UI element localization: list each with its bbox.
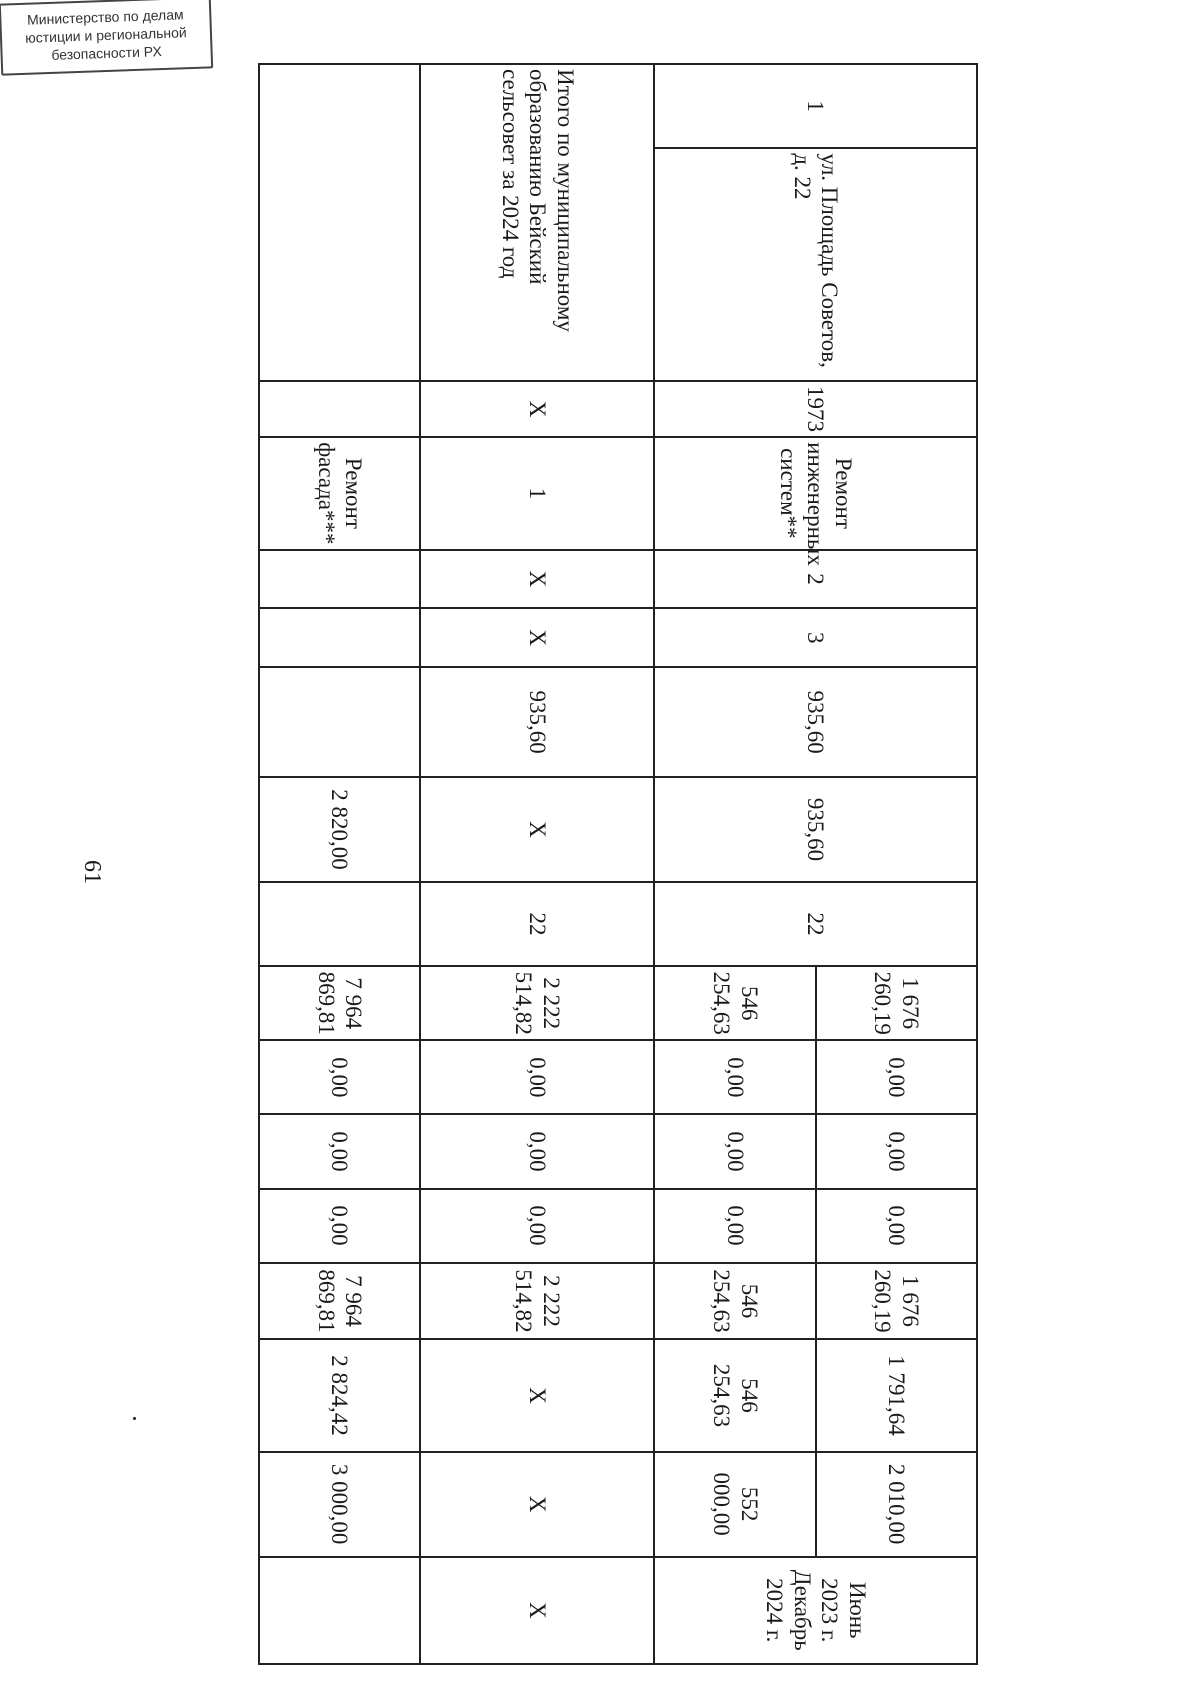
stamp-line-2: юстиции и региональной — [24, 24, 187, 46]
cell-total-units: 22 — [420, 882, 654, 966]
period-end: Декабрь 2024 г. — [762, 1569, 815, 1651]
cell-index: 1 — [654, 64, 977, 148]
cell-work-type: Ремонт инженерных систем** — [654, 437, 977, 549]
table-row-facade — [259, 64, 420, 1664]
repair-program-table — [258, 63, 978, 1665]
cell-total-sub: 546 254,63 — [654, 966, 815, 1040]
cell-zero-1: 0,00 — [816, 1040, 977, 1114]
cell-unit-cost-sub: 546 254,63 — [654, 1339, 815, 1451]
cell-total-zero-3: 0,00 — [420, 1189, 654, 1263]
cell-fund-sub: 546 254,63 — [654, 1263, 815, 1340]
cell-col-2: 2 — [654, 550, 977, 609]
cell-facade-area-b: 2 820,00 — [259, 777, 420, 882]
cell-facade-col-2 — [259, 550, 420, 609]
cell-facade-zero-1: 0,00 — [259, 1040, 420, 1114]
stamp-line-3: безопасности РХ — [51, 43, 163, 63]
cell-total-unit-cost: X — [420, 1339, 654, 1451]
cell-zero-1-sub: 0,00 — [654, 1040, 815, 1114]
cell-total-label: Итого по муниципальному образованию Бейский сельсовет за 2024 год — [420, 64, 654, 381]
cell-address: ул. Площадь Советов, д. 22 — [654, 148, 977, 381]
cell-year: 1973 — [654, 381, 977, 437]
cell-total-year: X — [420, 381, 654, 437]
table-row-object — [816, 64, 977, 1664]
cell-total-zero-1: 0,00 — [420, 1040, 654, 1114]
cell-total-period: X — [420, 1557, 654, 1664]
cell-total: 1 676 260,19 — [816, 966, 977, 1040]
cell-total-col-2: X — [420, 550, 654, 609]
cell-facade-limit-cost: 3 000,00 — [259, 1452, 420, 1557]
cell-facade-total: 7 964 869,81 — [259, 966, 420, 1040]
cell-total-area-a: 935,60 — [420, 667, 654, 777]
cell-period — [654, 1557, 977, 1664]
cell-total-col-3: X — [420, 608, 654, 667]
page-number: 61 — [79, 860, 105, 884]
cell-area-b: 935,60 — [654, 777, 977, 882]
stamp-line-1: Министерство по делам — [26, 6, 184, 28]
cell-area-a: 935,60 — [654, 667, 977, 777]
period-start: Июнь 2023 г. — [817, 1578, 870, 1643]
cell-col-3: 3 — [654, 608, 977, 667]
cell-units: 22 — [654, 882, 977, 966]
cell-facade-units — [259, 882, 420, 966]
cell-facade-unit-cost: 2 824,42 — [259, 1339, 420, 1451]
cell-total-limit-cost: X — [420, 1452, 654, 1557]
cell-facade-zero-3: 0,00 — [259, 1189, 420, 1263]
cell-facade-col-3 — [259, 608, 420, 667]
cell-facade-label — [259, 64, 420, 381]
cell-zero-2-sub: 0,00 — [654, 1114, 815, 1188]
registration-stamp — [0, 0, 213, 76]
cell-facade-year — [259, 381, 420, 437]
cell-facade-work-type: Ремонт фасада*** — [259, 437, 420, 549]
cell-total-sum: 2 222 514,82 — [420, 966, 654, 1040]
cell-limit-cost: 2 010,00 — [816, 1452, 977, 1557]
cell-zero-3: 0,00 — [816, 1189, 977, 1263]
rotated-table — [258, 63, 978, 1665]
cell-facade-area-a — [259, 667, 420, 777]
cell-total-zero-2: 0,00 — [420, 1114, 654, 1188]
cell-facade-zero-2: 0,00 — [259, 1114, 420, 1188]
cell-zero-2: 0,00 — [816, 1114, 977, 1188]
cell-zero-3-sub: 0,00 — [654, 1189, 815, 1263]
cell-total-work-type: 1 — [420, 437, 654, 549]
cell-facade-period — [259, 1557, 420, 1664]
cell-total-area-b: X — [420, 777, 654, 882]
cell-total-fund: 2 222 514,82 — [420, 1263, 654, 1340]
cell-facade-fund: 7 964 869,81 — [259, 1263, 420, 1340]
cell-unit-cost: 1 791,64 — [816, 1339, 977, 1451]
cell-fund: 1 676 260,19 — [816, 1263, 977, 1340]
table-row-total — [420, 64, 654, 1664]
ink-dot — [133, 1417, 136, 1420]
cell-limit-cost-sub: 552 000,00 — [654, 1452, 815, 1557]
